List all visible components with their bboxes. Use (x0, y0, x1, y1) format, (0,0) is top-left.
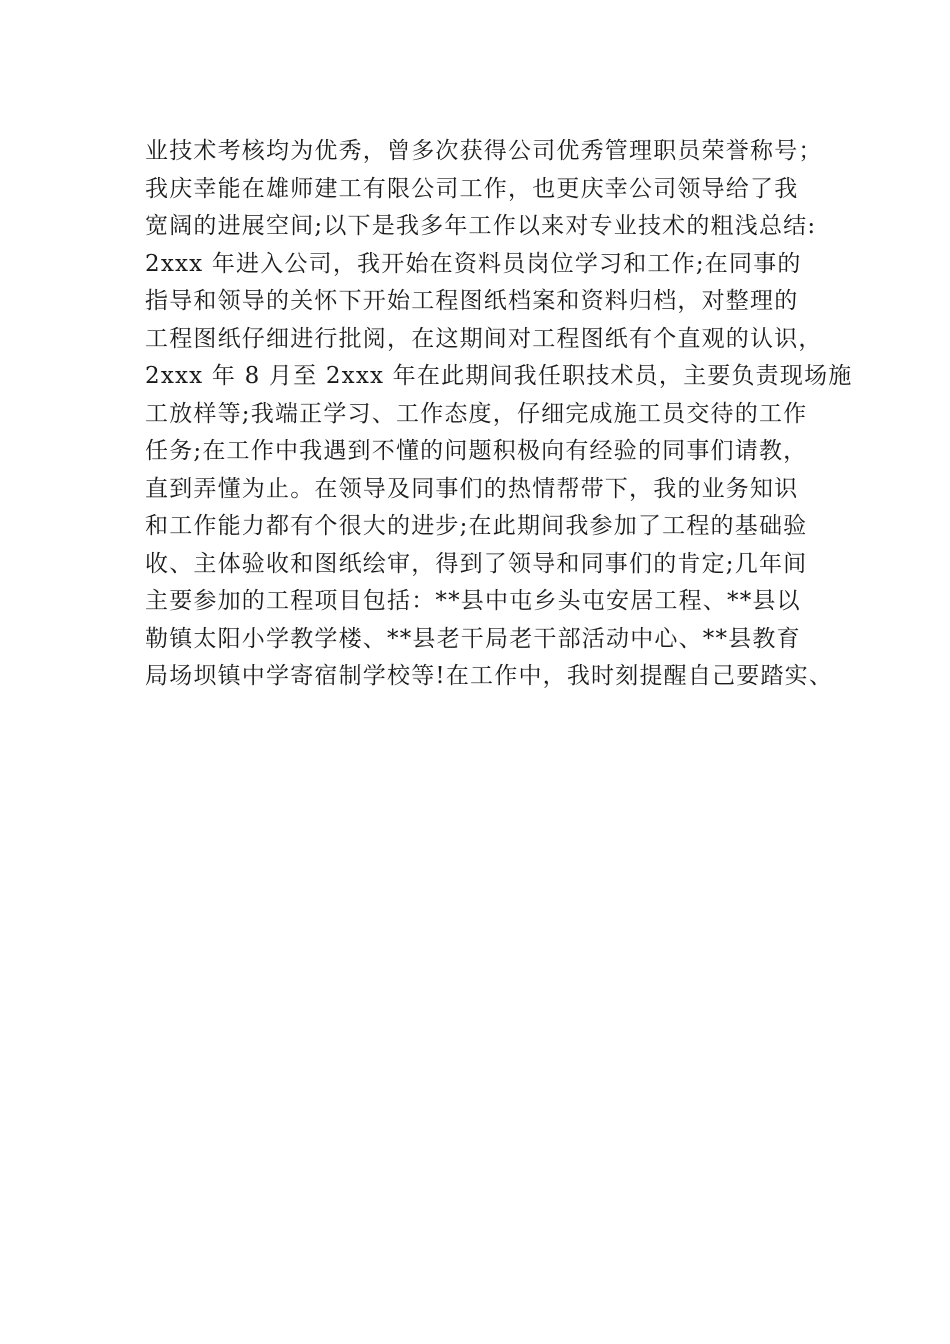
text-line: 业技术考核均为优秀，曾多次获得公司优秀管理职员荣誉称号； (145, 138, 823, 164)
text-line: 任务;在工作中我遇到不懂的问题积极向有经验的同事们请教， (145, 438, 808, 464)
text-line: 和工作能力都有个很大的进步;在此期间我参加了工程的基础验 (145, 513, 808, 539)
text-line: 收、主体验收和图纸绘审，得到了领导和同事们的肯定;几年间 (145, 550, 808, 577)
body-text (145, 133, 853, 696)
text-line: 2xxx 年 8 月至 2xxx 年在此期间我任职技术员，主要负责现场施 (145, 363, 853, 389)
text-line: 勒镇太阳小学教学楼、**县老干局老干部活动中心、**县教育 (145, 625, 801, 652)
text-line: 直到弄懂为止。在领导及同事们的热情帮带下，我的业务知识 (145, 475, 799, 502)
text-line: 我庆幸能在雄师建工有限公司工作，也更庆幸公司领导给了我 (145, 175, 799, 202)
text-line: 2xxx 年进入公司，我开始在资料员岗位学习和工作;在同事的 (145, 250, 802, 277)
text-line: 主要参加的工程项目包括：**县中屯乡头屯安居工程、**县以 (145, 588, 801, 614)
text-line: 局场坝镇中学寄宿制学校等!在工作中，我时刻提醒自己要踏实、 (145, 663, 834, 689)
text-line: 宽阔的进展空间;以下是我多年工作以来对专业技术的粗浅总结: (145, 213, 817, 239)
text-line: 工放样等;我端正学习、工作态度，仔细完成施工员交待的工作 (145, 400, 808, 427)
text-line: 指导和领导的关怀下开始工程图纸档案和资料归档，对整理的 (145, 288, 799, 314)
text-line: 工程图纸仔细进行批阅，在这期间对工程图纸有个直观的认识， (145, 325, 823, 352)
